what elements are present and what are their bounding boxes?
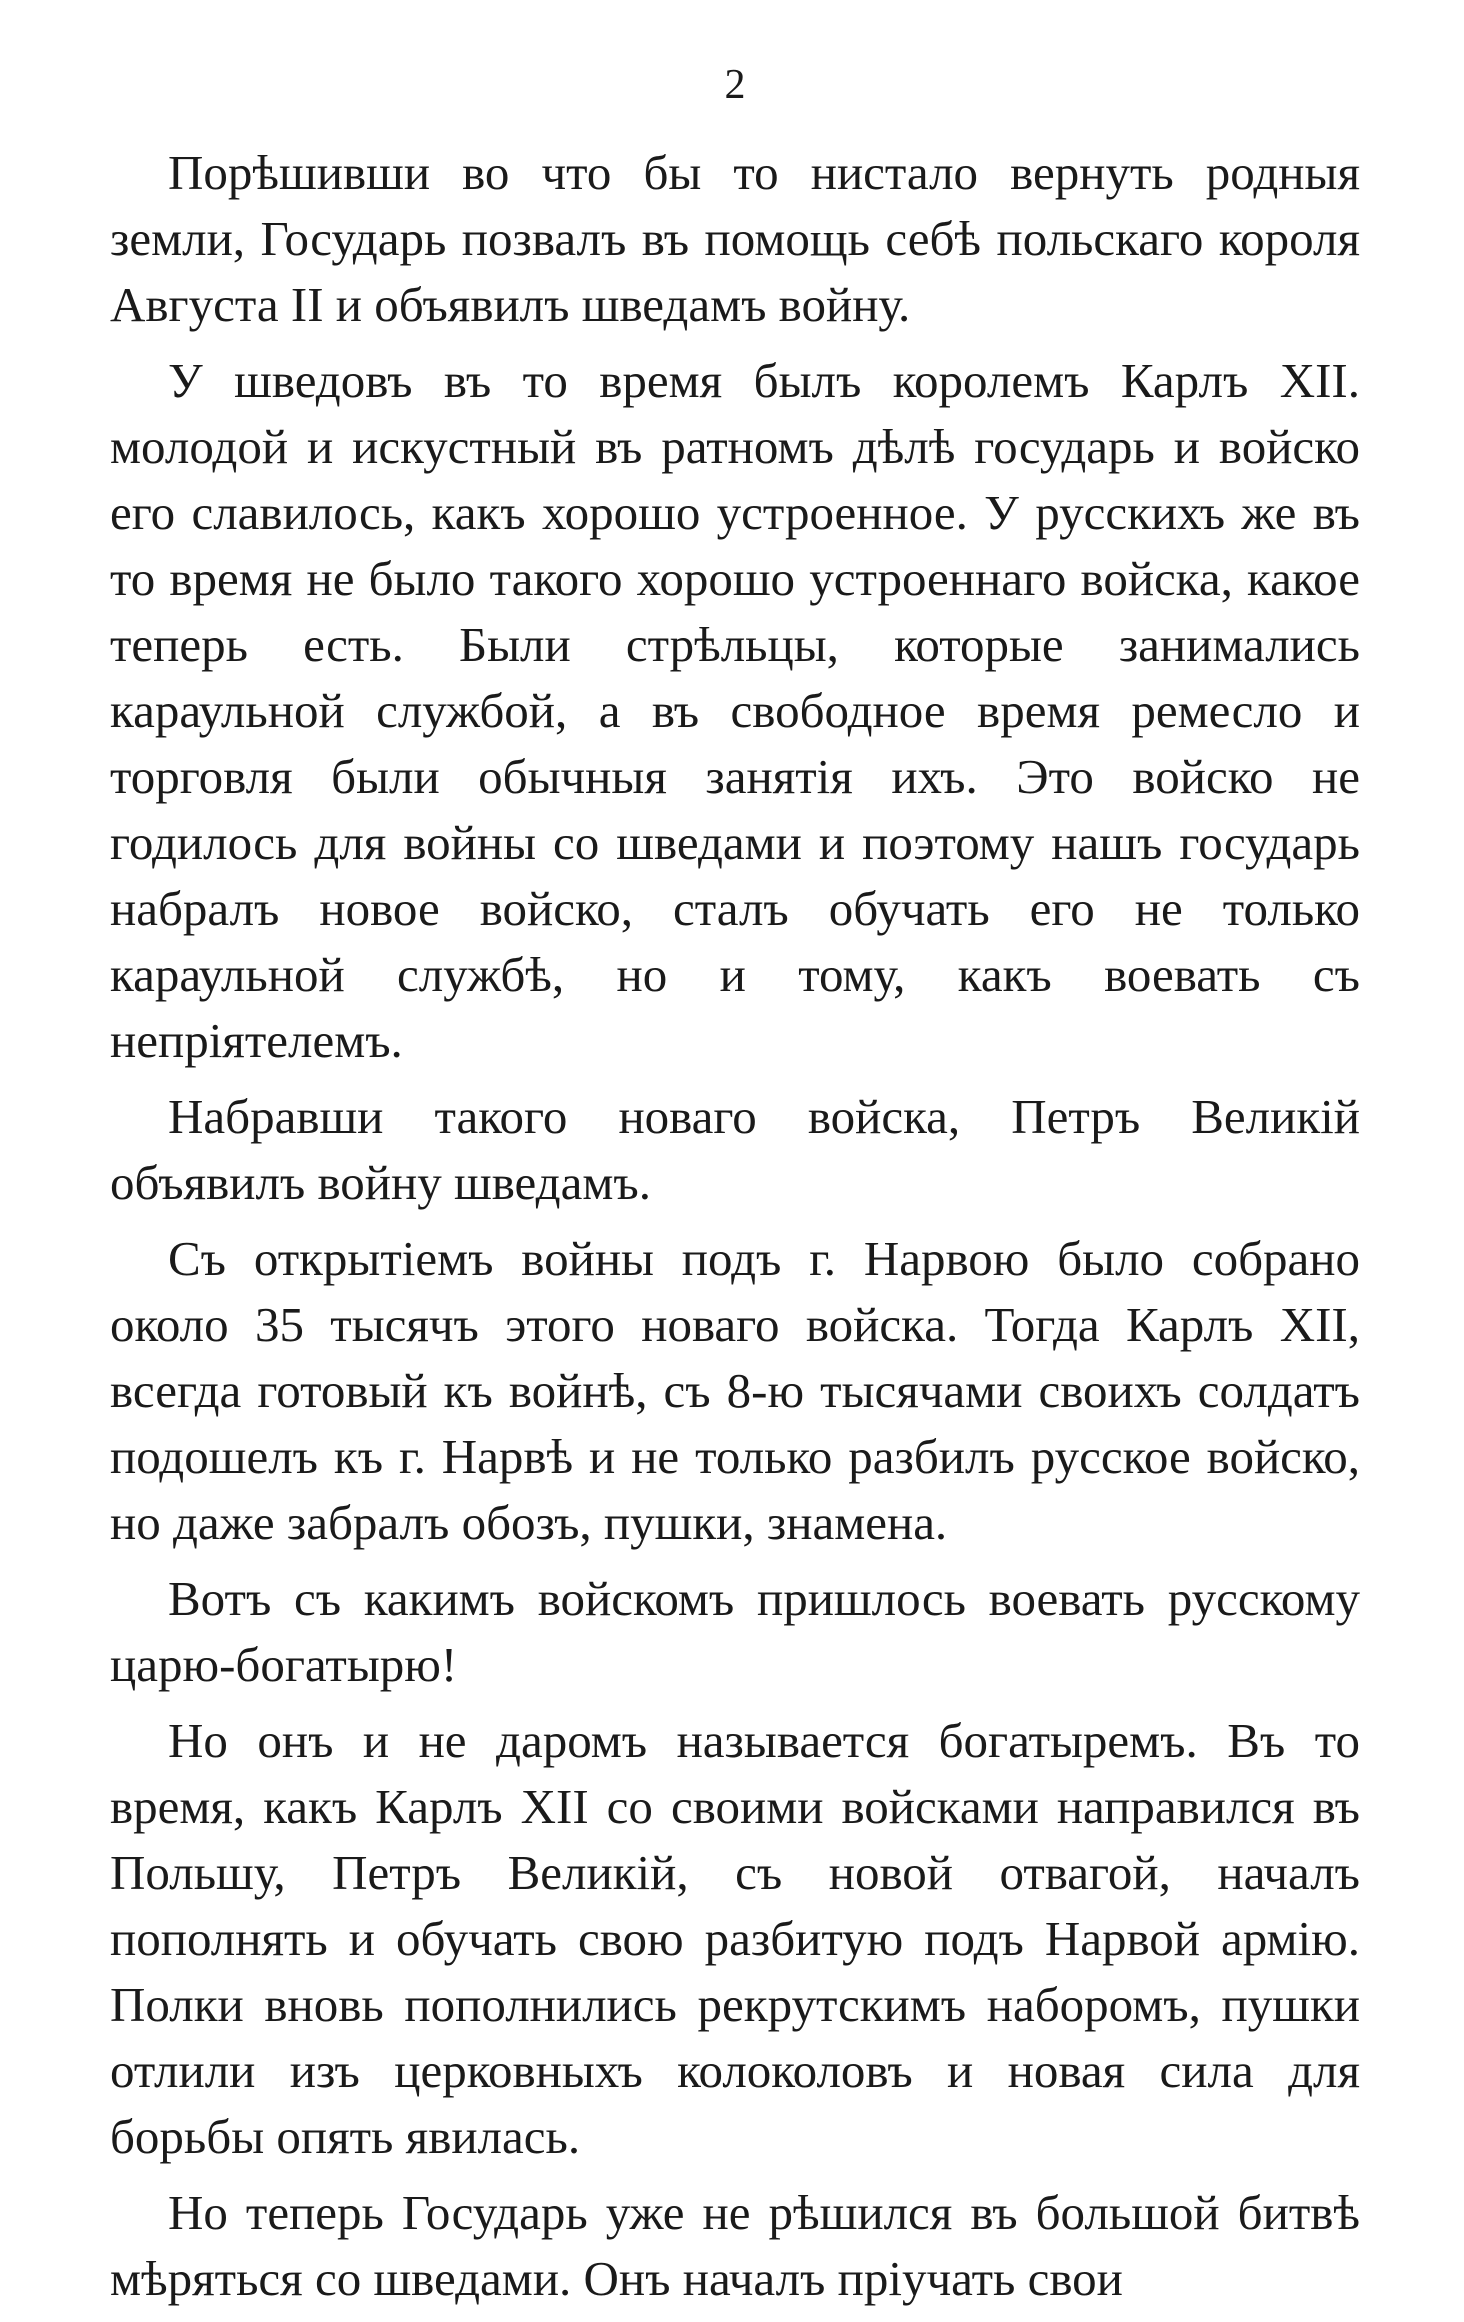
paragraph-5: Вотъ съ какимъ войскомъ пришлось воевать русскому царю-богатырю!: [110, 1571, 1360, 1692]
paragraph-7: Но теперь Государь уже не рѣшился въ большой битвѣ мѣряться со шведами. Онъ началъ пріучать свои: [110, 2185, 1360, 2306]
paragraph-6: Но онъ и не даромъ называется богатыремъ. Въ то время, какъ Карлъ XII со своими войсками направился въ Польшу, Петръ Великій, съ новой отвагой, началъ пополнять и обучать свою разбитую подъ Нарвой армію. Полки вновь пополнились рекрутскимъ наборомъ, пушки отлили изъ церковныхъ колоколовъ и новая сила для борьбы опять явилась.: [110, 1713, 1360, 2164]
book-page: [110, 60, 1360, 2322]
paragraph-3: Набравши такого новаго войска, Петръ Великій объявилъ войну шведамъ.: [110, 1089, 1360, 1210]
page-number: 2: [724, 62, 746, 108]
paragraph-1: Порѣшивши во что бы то нистало вернуть родныя земли, Государь позвалъ въ помощь себѣ польскаго короля Августа II и объявилъ шведамъ войну.: [110, 145, 1360, 332]
paragraph-4: Съ открытіемъ войны подъ г. Нарвою было собрано около 35 тысячъ этого новаго войска. Тогда Карлъ XII, всегда готовый къ войнѣ, съ 8-ю тысячами своихъ солдатъ подошелъ къ г. Нарвѣ и не только разбилъ русское войско, но даже забралъ обозъ, пушки, знамена.: [110, 1231, 1360, 1550]
paragraph-2: У шведовъ въ то время былъ королемъ Карлъ XII. молодой и искустный въ ратномъ дѣлѣ государь и войско его славилось, какъ хорошо устроенное. У русскихъ же въ то время не было такого хорошо устроеннаго войска, какое теперь есть. Были стрѣльцы, которые занимались караульной службой, а въ свободное время ремесло и торговля были обычныя занятія ихъ. Это войско не годилось для войны со шведами и поэтому нашъ государь набралъ новое войско, сталъ обучать его не только караульной службѣ, но и тому, какъ воевать съ непріятелемъ.: [110, 353, 1360, 1068]
